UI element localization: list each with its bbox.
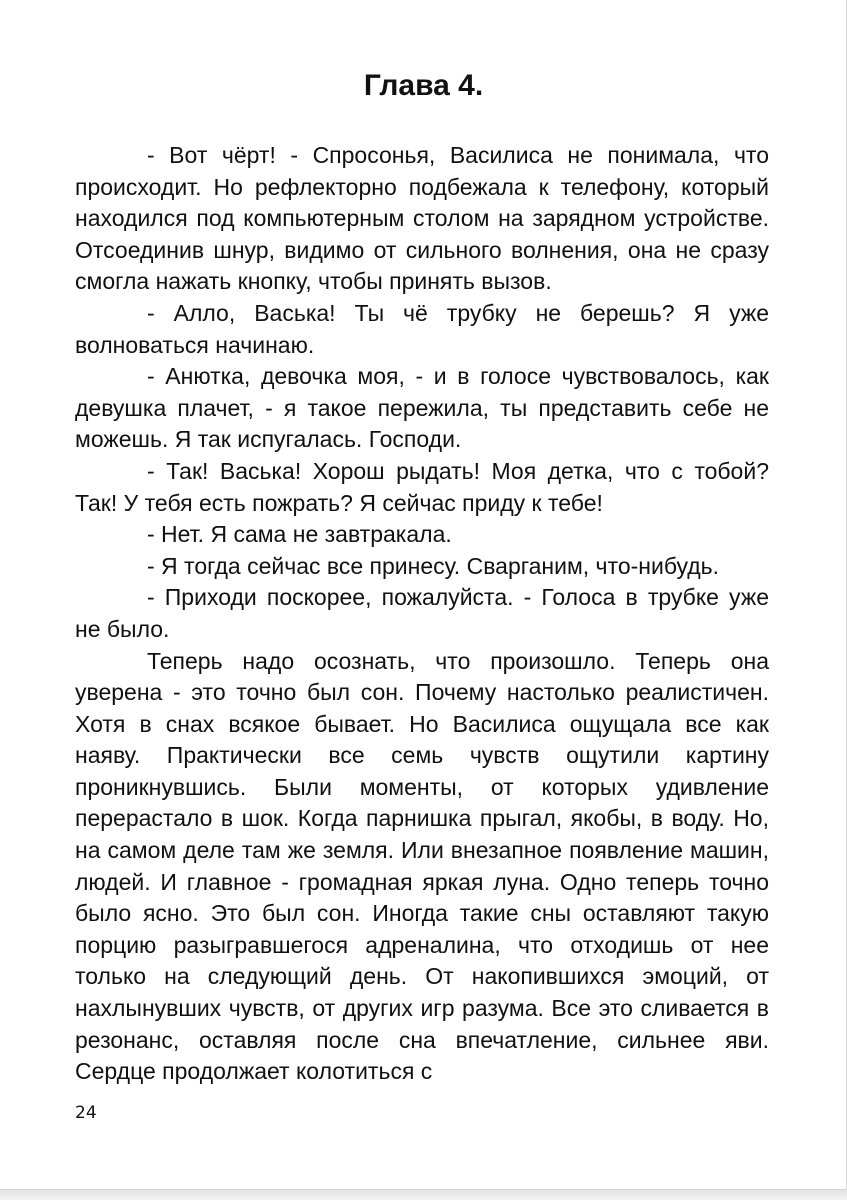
paragraph-5: - Нет. Я сама не завтракала. [147,521,452,548]
page-shadow [0,1190,847,1200]
paragraph-7: - Приходи поскорее, пожалуйста. - Голоса в трубке уже не было. [75,584,769,642]
paragraph-8: Теперь надо осознать, что произошло. Теперь она уверена - это точно был сон. Почему настолько реалистичен. Хотя в снах всякое бывает. Но Василиса ощущала все как наяву. Практически все семь чувств ощутили картину проникнувшись. Были моменты, от которых удивление перерастало в шок. Когда парнишка прыгал, якобы, в воду. Но, на самом деле там же земля. Или внезапное появление машин, людей. И главное - громадная яркая луна. Одно теперь точно было ясно. Это был сон. Иногда такие сны оставляют такую порцию разыгравшегося адреналина, что отходишь от нее только на следующий день. От накопившихся эмоций, от нахлынувших чувств, от других игр разума. Все это сливается в резонанс, оставляя после сна впечатление, сильнее яви. Сердце продолжает колотиться с [75,647,769,1085]
chapter-body [75,140,769,1088]
page-number: 24 [75,1103,97,1123]
chapter-title: Глава 4. [363,69,484,102]
paragraph-1: - Вот чёрт! - Спросонья, Василиса не понимала, что происходит. Но рефлекторно подбежала к телефону, который находился под компьютерным столом на зарядном устройстве. Отсоединив шнур, видимо от сильного волнения, она не сразу смогла нажать кнопку, чтобы принять вызов. [75,142,769,295]
paragraph-3: - Анютка, девочка моя, - и в голосе чувствовалось, как девушка плачет, - я такое пережила, ты представить себе не можешь. Я так испугалась. Господи. [75,363,769,453]
paragraph-4: - Так! Васька! Хорош рыдать! Моя детка, что с тобой? Так! У тебя есть пожрать? Я сейчас приду к тебе! [75,457,769,516]
paragraph-6: - Я тогда сейчас все принесу. Сварганим, что-нибудь. [147,552,720,579]
paragraph-2: - Алло, Васька! Ты чё трубку не берешь? Я уже волноваться начинаю. [75,299,769,358]
